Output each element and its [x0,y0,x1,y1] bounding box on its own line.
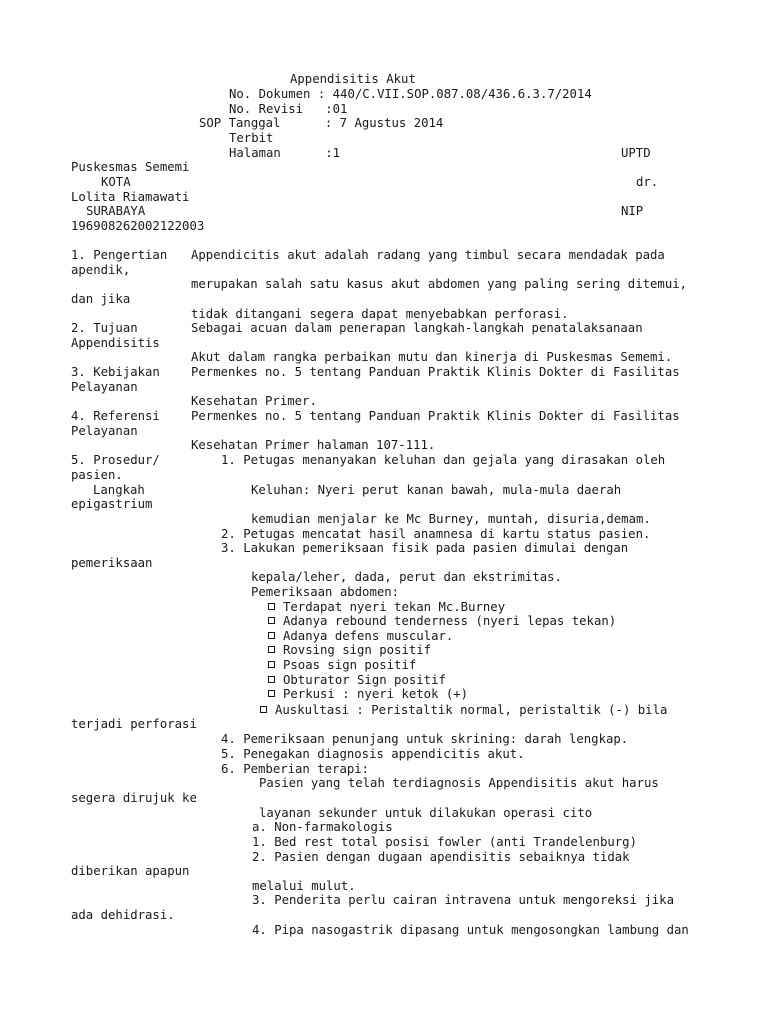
square-bullet-icon [268,617,275,624]
section-label: pasien. [71,468,123,482]
document-number: No. Dokumen : 440/C.VII.SOP.087.08/436.6.3.7/2014 [229,87,592,101]
uptd-label: UPTD [621,146,651,160]
list-item [268,600,505,614]
section-label: 2. Tujuan [71,321,138,335]
list-item [268,673,446,687]
list-item-text: Psoas sign positif [283,658,417,672]
list-item [268,614,616,628]
procedure-step: 4. Pemeriksaan penunjang untuk skrining: darah lengkap. [221,732,629,746]
section-label: epigastrium [71,497,153,511]
procedure-text-wrap: terjadi perforasi [71,717,197,731]
page-number: Halaman :1 [229,146,341,160]
document-title: Appendisitis Akut [290,72,416,86]
city-label: SURABAYA [86,204,146,218]
list-item-text: Obturator Sign positif [283,673,446,687]
section-label: Langkah [93,483,145,497]
section-label: 3. Kebijakan [71,365,160,379]
section-label: apendik, [71,263,131,277]
procedure-substep: 1. Bed rest total posisi fowler (anti Trandelenburg) [252,835,637,849]
sop-date: SOP Tanggal : 7 Agustus 2014 [199,116,444,130]
section-label: Pelayanan [71,424,138,438]
kota-label: KOTA [101,175,131,189]
procedure-text: kepala/leher, dada, perut dan ekstrimitas. [251,570,562,584]
section-label: Pelayanan [71,380,138,394]
square-bullet-icon [268,661,275,668]
list-item [260,703,667,717]
procedure-text-wrap: ada dehidrasi. [71,908,175,922]
revision-number: No. Revisi :01 [229,102,348,116]
procedure-substep: 2. Pasien dengan dugaan apendisitis sebaiknya tidak [252,850,630,864]
section-text: Permenkes no. 5 tentang Panduan Praktik Klinis Dokter di Fasilitas [191,409,680,423]
section-text: Permenkes no. 5 tentang Panduan Praktik Klinis Dokter di Fasilitas [191,365,680,379]
section-label: 5. Prosedur/ [71,453,160,467]
procedure-substep: 3. Penderita perlu cairan intravena untuk mengoreksi jika [252,893,674,907]
square-bullet-icon [260,706,267,713]
procedure-text: kemudian menjalar ke Mc Burney, muntah, disuria,demam. [251,512,651,526]
procedure-text-wrap: pemeriksaan [71,556,153,570]
puskesmas-name: Puskesmas Sememi [71,160,190,174]
list-item-text: Rovsing sign positif [283,643,432,657]
list-item [268,643,431,657]
section-text: tidak ditangani segera dapat menyebabkan perforasi. [191,307,569,321]
procedure-text: layanan sekunder untuk dilakukan operasi cito [259,806,593,820]
procedure-text-wrap: segera dirujuk ke [71,791,197,805]
section-text: Akut dalam rangka perbaikan mutu dan kinerja di Puskesmas Sememi. [191,350,673,364]
terbit-label: Terbit [229,131,274,145]
list-item-text: Auskultasi : Peristaltik normal, peristaltik (-) bila [275,703,668,717]
list-item-text: Terdapat nyeri tekan Mc.Burney [283,600,506,614]
abdomen-title: Pemeriksaan abdomen: [251,585,400,599]
list-item-text: Adanya defens muscular. [283,629,454,643]
square-bullet-icon [268,603,275,610]
procedure-step: 1. Petugas menanyakan keluhan dan gejala yang dirasakan oleh [221,453,666,467]
square-bullet-icon [268,690,275,697]
section-label: 1. Pengertian [71,248,168,262]
section-text: Appendicitis akut adalah radang yang timbul secara mendadak pada [191,248,665,262]
nip-number: 196908262002122003 [71,219,205,233]
list-item [268,687,468,701]
section-text: merupakan salah satu kasus akut abdomen yang paling sering ditemui, [191,277,688,291]
section-text: Kesehatan Primer. [191,394,317,408]
nip-label: NIP [621,204,644,218]
section-text-wrap: dan jika [71,292,131,306]
square-bullet-icon [268,646,275,653]
procedure-text-wrap: diberikan apapun [71,864,190,878]
procedure-substep: 4. Pipa nasogastrik dipasang untuk mengosongkan lambung dan [252,923,689,937]
procedure-step: 2. Petugas mencatat hasil anamnesa di kartu status pasien. [221,527,651,541]
dr-label: dr. [636,175,659,189]
section-text: Kesehatan Primer halaman 107-111. [191,438,436,452]
list-item [268,658,416,672]
procedure-text: Keluhan: Nyeri perut kanan bawah, mula-mula daerah [251,483,622,497]
list-item-text: Adanya rebound tenderness (nyeri lepas tekan) [283,614,617,628]
section-text: Sebagai acuan dalam penerapan langkah-langkah penatalaksanaan [191,321,643,335]
procedure-step: 3. Lakukan pemeriksaan fisik pada pasien dimulai dengan [221,541,629,555]
square-bullet-icon [268,676,275,683]
procedure-step: 5. Penegakan diagnosis appendicitis akut. [221,747,525,761]
section-label: Appendisitis [71,336,160,350]
list-item-text: Perkusi : nyeri ketok (+) [283,687,469,701]
procedure-text: Pasien yang telah terdiagnosis Appendisitis akut harus [259,776,659,790]
subsection-title: a. Non-farmakologis [252,820,393,834]
square-bullet-icon [268,632,275,639]
section-label: 4. Referensi [71,409,160,423]
procedure-text: melalui mulut. [252,879,356,893]
list-item [268,629,453,643]
procedure-step: 6. Pemberian terapi: [221,762,370,776]
signer-name: Lolita Riamawati [71,190,190,204]
